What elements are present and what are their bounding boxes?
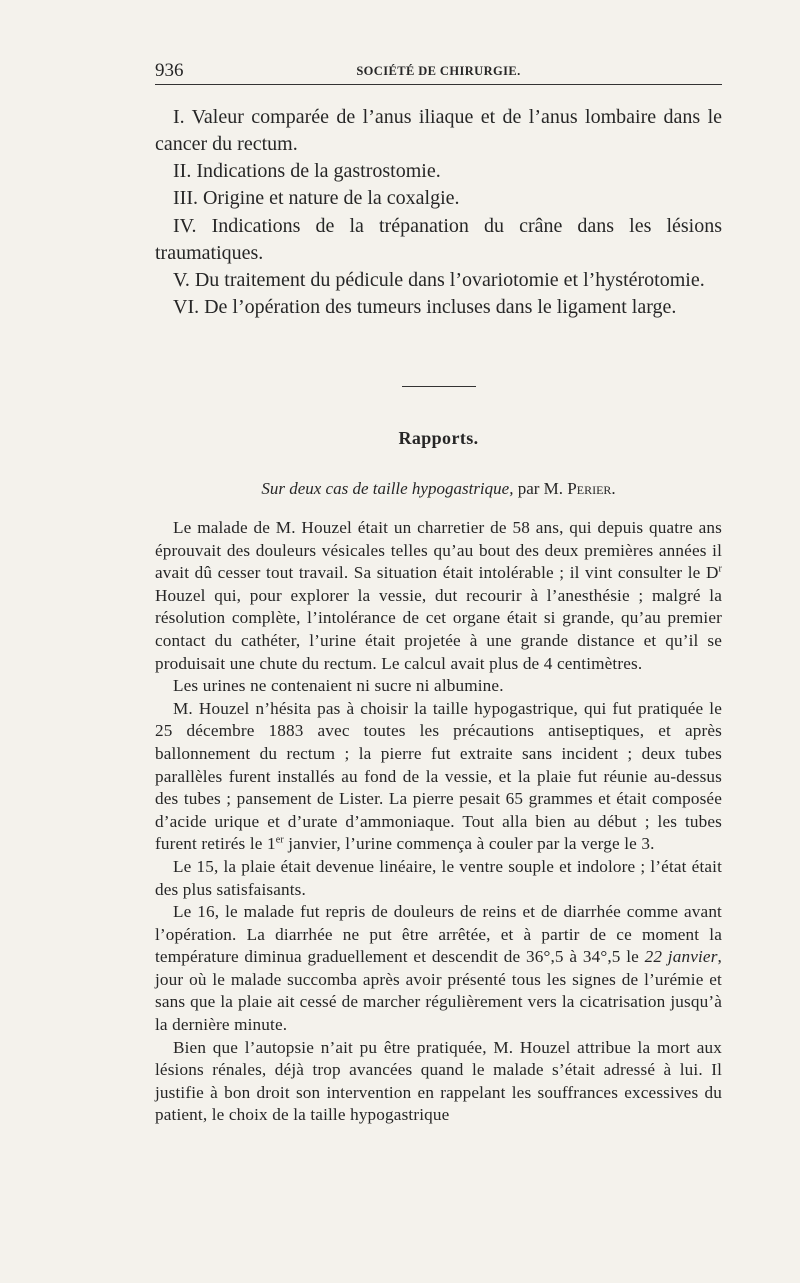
report-body <box>155 517 722 1127</box>
running-head: SOCIÉTÉ DE CHIRURGIE. <box>356 64 521 78</box>
paragraph-text: Houzel qui, pour explorer la vessie, dut recourir à l’anesthésie ; malgré la résolution complète, l’intolérance de cet organe était si grande, qu’au premier contact du cathéter, l’urine était projetée à une grande distance et qu’il se produisait une chute du rectum. Le calcul avait plus de 4 centimètres. <box>155 585 722 673</box>
section-title: Rapports. <box>398 428 479 448</box>
topic-item: VI. De l’opération des tumeurs incluses dans le ligament large. <box>173 295 677 318</box>
topic-item: IV. Indications de la trépanation du crâne dans les lésions traumatiques. <box>155 214 722 264</box>
paragraph-text: M. Houzel n’hésita pas à choisir la taille hypogastrique, qui fut pratiquée le 25 décembre 1883 avec toutes les précautions antiseptiques, et après ballonnement du rectum ; la pierre fut extraite sans incident ; deux tubes parallèles furent installés au fond de la vessie, et la plaie fut réunie au-dessus des tubes ; pansement de Lister. La pierre pesait 65 grammes et était composée d’acide urique et d’urate d’ammoniaque. Tout alla bien au début ; les tubes furent retirés le 1 <box>155 698 722 854</box>
paragraph-text: Le 16, le malade fut repris de douleurs de reins et de diarrhée comme avant l’opération. La diarrhée ne put être arrêtée, et à partir de ce moment la température diminua graduellement et descendit de 36°,5 à 34°,5 le <box>155 902 722 967</box>
italic-date: 22 janvier <box>644 947 718 967</box>
paragraph <box>155 901 722 1037</box>
topic-item: V. Du traitement du pédicule dans l’ovariotomie et l’hystérotomie. <box>173 268 705 291</box>
topic-item: II. Indications de la gastrostomie. <box>173 160 441 183</box>
paragraph: Le 15, la plaie était devenue linéaire, le ventre souple et indolore ; l’état était des plus satisfaisants. <box>155 856 722 899</box>
paragraph-text: janvier, l’urine commença à couler par la verge le 3. <box>283 834 655 854</box>
section-divider <box>402 386 476 387</box>
page-header <box>155 58 722 85</box>
report-author: Perier. <box>567 479 616 498</box>
report-title-text: Sur deux cas de taille hypogastrique, <box>261 479 514 498</box>
superscript: er <box>275 834 284 846</box>
superscript: r <box>718 563 722 575</box>
topic-item: I. Valeur comparée de l’anus iliaque et de l’anus lombaire dans le cancer du rectum. <box>155 106 722 155</box>
topic-item: III. Origine et nature de la coxalgie. <box>173 187 460 210</box>
topic-list <box>155 104 722 321</box>
paragraph-text: Le malade de M. Houzel était un charretier de 58 ans, qui depuis quatre ans éprouvait des douleurs vésicales telles qu’au bout des deux premières années il avait dû cesser tout travail. Sa situation était intolérable ; il vint consulter le D <box>155 518 722 583</box>
paragraph <box>155 517 722 675</box>
page-number: 936 <box>155 60 184 81</box>
report-title <box>155 479 722 499</box>
paragraph: Les urines ne contenaient ni sucre ni albumine. <box>173 676 504 696</box>
paragraph <box>155 698 722 856</box>
paragraph: Bien que l’autopsie n’ait pu être pratiquée, M. Houzel attribue la mort aux lésions rénales, déjà trop avancées quand le malade s’était adressé à lui. Il justifie à bon droit son intervention en rappelant les souffrances excessives du patient, le choix de la taille hypogastrique <box>155 1037 722 1125</box>
paragraph-text: , jour où le malade succomba après avoir présenté tous les signes de l’urémie et sans que la plaie ait cessé de marcher régulièrement vers la cicatrisation jusqu’à la dernière minute. <box>155 947 722 1035</box>
report-title-by: par M. <box>517 479 564 498</box>
